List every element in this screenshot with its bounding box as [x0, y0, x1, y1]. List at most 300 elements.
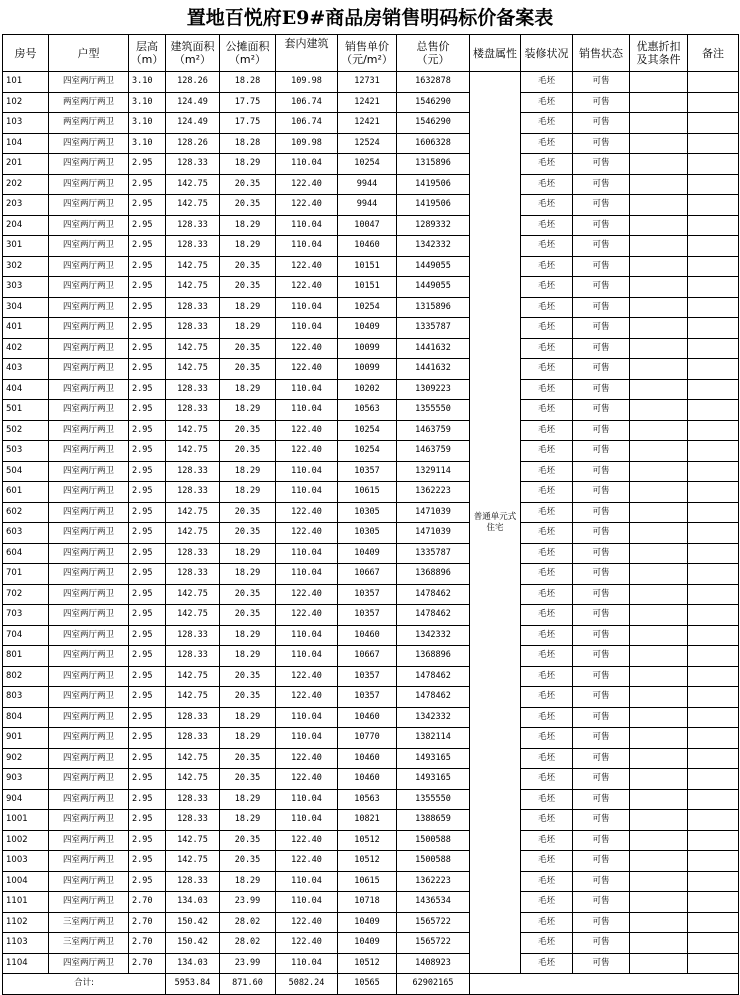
cell-status: 可售: [573, 605, 630, 626]
cell-decoration: 毛坯: [521, 297, 573, 318]
cell-building-area: 142.75: [166, 420, 220, 441]
table-row: [3, 728, 739, 749]
cell-unit-price: 10460: [338, 625, 397, 646]
cell-total-price: 1500588: [397, 851, 470, 872]
cell-unit-price: 10770: [338, 728, 397, 749]
cell-floor-height: 2.95: [129, 318, 166, 339]
cell-unit-price: 10460: [338, 707, 397, 728]
cell-layout: 四室两厅两卫: [49, 297, 129, 318]
cell-shared-area: 18.29: [220, 871, 276, 892]
cell-status: 可售: [573, 236, 630, 257]
cell-status: 可售: [573, 584, 630, 605]
cell-building-area: 128.33: [166, 297, 220, 318]
cell-discount: [630, 687, 688, 708]
cell-layout: 四室两厅两卫: [49, 318, 129, 339]
totals-total-price: 62902165: [397, 974, 470, 995]
cell-discount: [630, 277, 688, 298]
cell-shared-area: 20.35: [220, 830, 276, 851]
cell-remark: [688, 707, 739, 728]
cell-unit-price: 10305: [338, 502, 397, 523]
cell-total-price: 1368896: [397, 564, 470, 585]
cell-layout: 四室两厅两卫: [49, 769, 129, 790]
cell-remark: [688, 789, 739, 810]
cell-layout: 四室两厅两卫: [49, 379, 129, 400]
table-row: [3, 666, 739, 687]
cell-shared-area: 18.29: [220, 810, 276, 831]
cell-building-area: 134.03: [166, 953, 220, 974]
cell-room: 201: [3, 154, 49, 175]
cell-shared-area: 18.29: [220, 461, 276, 482]
cell-decoration: 毛坯: [521, 256, 573, 277]
cell-floor-height: 2.95: [129, 379, 166, 400]
cell-inner-area: 122.40: [276, 195, 338, 216]
cell-discount: [630, 359, 688, 380]
cell-remark: [688, 441, 739, 462]
cell-inner-area: 106.74: [276, 113, 338, 134]
cell-shared-area: 20.35: [220, 605, 276, 626]
cell-inner-area: 110.04: [276, 564, 338, 585]
table-row: [3, 441, 739, 462]
table-row: [3, 297, 739, 318]
cell-inner-area: 110.04: [276, 482, 338, 503]
cell-shared-area: 28.02: [220, 912, 276, 933]
table-row: [3, 236, 739, 257]
cell-floor-height: 2.95: [129, 789, 166, 810]
cell-layout: 四室两厅两卫: [49, 646, 129, 667]
cell-inner-area: 122.40: [276, 605, 338, 626]
cell-remark: [688, 92, 739, 113]
cell-building-area: 142.75: [166, 666, 220, 687]
cell-unit-price: 10202: [338, 379, 397, 400]
cell-decoration: 毛坯: [521, 728, 573, 749]
cell-discount: [630, 92, 688, 113]
cell-remark: [688, 338, 739, 359]
cell-shared-area: 18.29: [220, 789, 276, 810]
table-row: [3, 748, 739, 769]
cell-status: 可售: [573, 502, 630, 523]
cell-decoration: 毛坯: [521, 277, 573, 298]
cell-discount: [630, 584, 688, 605]
cell-floor-height: 3.10: [129, 72, 166, 93]
cell-room: 602: [3, 502, 49, 523]
cell-decoration: 毛坯: [521, 482, 573, 503]
cell-decoration: 毛坯: [521, 523, 573, 544]
cell-status: 可售: [573, 523, 630, 544]
cell-unit-price: 10357: [338, 666, 397, 687]
cell-discount: [630, 912, 688, 933]
cell-building-area: 128.33: [166, 789, 220, 810]
cell-layout: 三室两厅两卫: [49, 933, 129, 954]
cell-total-price: 1606328: [397, 133, 470, 154]
cell-remark: [688, 810, 739, 831]
cell-status: 可售: [573, 892, 630, 913]
cell-discount: [630, 728, 688, 749]
cell-floor-height: 2.95: [129, 297, 166, 318]
cell-layout: 四室两厅两卫: [49, 810, 129, 831]
cell-floor-height: 2.70: [129, 953, 166, 974]
table-row: [3, 154, 739, 175]
cell-remark: [688, 154, 739, 175]
cell-remark: [688, 871, 739, 892]
cell-room: 1103: [3, 933, 49, 954]
cell-room: 903: [3, 769, 49, 790]
cell-unit-price: 10151: [338, 256, 397, 277]
cell-floor-height: 2.95: [129, 871, 166, 892]
cell-unit-price: 10254: [338, 441, 397, 462]
table-row: [3, 953, 739, 974]
table-row: [3, 318, 739, 339]
cell-decoration: 毛坯: [521, 215, 573, 236]
cell-layout: 四室两厅两卫: [49, 359, 129, 380]
cell-total-price: 1478462: [397, 584, 470, 605]
cell-total-price: 1315896: [397, 297, 470, 318]
cell-floor-height: 2.95: [129, 830, 166, 851]
cell-building-area: 128.33: [166, 810, 220, 831]
header-decoration: 装修状况: [521, 35, 573, 72]
cell-shared-area: 18.29: [220, 297, 276, 318]
cell-room: 101: [3, 72, 49, 93]
cell-total-price: 1342332: [397, 236, 470, 257]
cell-total-price: 1419506: [397, 174, 470, 195]
cell-status: 可售: [573, 154, 630, 175]
cell-shared-area: 20.35: [220, 420, 276, 441]
totals-shared-area: 871.60: [220, 974, 276, 995]
cell-remark: [688, 297, 739, 318]
cell-discount: [630, 625, 688, 646]
cell-floor-height: 2.95: [129, 564, 166, 585]
cell-building-area: 142.75: [166, 769, 220, 790]
cell-decoration: 毛坯: [521, 113, 573, 134]
cell-shared-area: 17.75: [220, 113, 276, 134]
cell-unit-price: 12421: [338, 113, 397, 134]
cell-discount: [630, 236, 688, 257]
table-row: [3, 564, 739, 585]
cell-shared-area: 20.35: [220, 666, 276, 687]
table-row: [3, 113, 739, 134]
cell-decoration: 毛坯: [521, 871, 573, 892]
cell-unit-price: 10357: [338, 461, 397, 482]
cell-inner-area: 122.40: [276, 666, 338, 687]
cell-layout: 四室两厅两卫: [49, 338, 129, 359]
cell-shared-area: 18.29: [220, 482, 276, 503]
table-row: [3, 256, 739, 277]
cell-discount: [630, 830, 688, 851]
cell-status: 可售: [573, 420, 630, 441]
cell-unit-price: 10512: [338, 953, 397, 974]
cell-discount: [630, 543, 688, 564]
cell-total-price: 1342332: [397, 707, 470, 728]
table-row: [3, 625, 739, 646]
cell-building-area: 142.75: [166, 830, 220, 851]
cell-discount: [630, 338, 688, 359]
cell-remark: [688, 277, 739, 298]
cell-layout: 两室两厅两卫: [49, 92, 129, 113]
cell-discount: [630, 871, 688, 892]
cell-floor-height: 2.95: [129, 646, 166, 667]
cell-room: 1001: [3, 810, 49, 831]
cell-room: 1002: [3, 830, 49, 851]
header-shared-area: 公摊面积 （m²）: [220, 35, 276, 72]
cell-inner-area: 110.04: [276, 625, 338, 646]
cell-layout: 四室两厅两卫: [49, 584, 129, 605]
cell-total-price: 1478462: [397, 687, 470, 708]
cell-room: 902: [3, 748, 49, 769]
cell-room: 703: [3, 605, 49, 626]
cell-status: 可售: [573, 338, 630, 359]
cell-decoration: 毛坯: [521, 851, 573, 872]
cell-shared-area: 20.35: [220, 277, 276, 298]
header-inner-area: 套内建筑: [276, 35, 338, 72]
table-row: [3, 420, 739, 441]
cell-inner-area: 122.40: [276, 420, 338, 441]
cell-decoration: 毛坯: [521, 318, 573, 339]
cell-discount: [630, 318, 688, 339]
cell-unit-price: 10667: [338, 564, 397, 585]
cell-building-area: 142.75: [166, 441, 220, 462]
cell-remark: [688, 584, 739, 605]
cell-room: 302: [3, 256, 49, 277]
cell-total-price: 1632878: [397, 72, 470, 93]
cell-remark: [688, 851, 739, 872]
cell-inner-area: 122.40: [276, 687, 338, 708]
cell-shared-area: 18.29: [220, 154, 276, 175]
cell-building-area: 128.33: [166, 646, 220, 667]
cell-inner-area: 110.04: [276, 297, 338, 318]
cell-decoration: 毛坯: [521, 892, 573, 913]
cell-status: 可售: [573, 174, 630, 195]
cell-shared-area: 20.35: [220, 195, 276, 216]
cell-unit-price: 10667: [338, 646, 397, 667]
cell-total-price: 1441632: [397, 338, 470, 359]
cell-discount: [630, 851, 688, 872]
cell-inner-area: 110.04: [276, 154, 338, 175]
totals-row: [3, 974, 739, 995]
cell-floor-height: 2.95: [129, 687, 166, 708]
cell-status: 可售: [573, 912, 630, 933]
cell-remark: [688, 113, 739, 134]
cell-unit-price: 10460: [338, 748, 397, 769]
cell-building-area: 128.33: [166, 215, 220, 236]
cell-unit-price: 12421: [338, 92, 397, 113]
cell-decoration: 毛坯: [521, 912, 573, 933]
cell-status: 可售: [573, 871, 630, 892]
cell-building-area: 128.33: [166, 482, 220, 503]
totals-unit-price: 10565: [338, 974, 397, 995]
cell-building-area: 124.49: [166, 113, 220, 134]
cell-total-price: 1355550: [397, 400, 470, 421]
cell-layout: 四室两厅两卫: [49, 236, 129, 257]
cell-status: 可售: [573, 564, 630, 585]
cell-total-price: 1565722: [397, 912, 470, 933]
cell-inner-area: 122.40: [276, 748, 338, 769]
cell-discount: [630, 810, 688, 831]
cell-building-area: 128.33: [166, 154, 220, 175]
cell-total-price: 1471039: [397, 502, 470, 523]
cell-decoration: 毛坯: [521, 154, 573, 175]
table-row: [3, 830, 739, 851]
cell-unit-price: 10512: [338, 830, 397, 851]
cell-status: 可售: [573, 482, 630, 503]
cell-floor-height: 2.95: [129, 769, 166, 790]
cell-remark: [688, 215, 739, 236]
cell-remark: [688, 564, 739, 585]
cell-unit-price: 10099: [338, 338, 397, 359]
cell-unit-price: 10357: [338, 687, 397, 708]
cell-remark: [688, 502, 739, 523]
cell-total-price: 1289332: [397, 215, 470, 236]
cell-remark: [688, 318, 739, 339]
cell-room: 103: [3, 113, 49, 134]
cell-inner-area: 122.40: [276, 851, 338, 872]
cell-room: 503: [3, 441, 49, 462]
cell-room: 702: [3, 584, 49, 605]
cell-shared-area: 18.29: [220, 564, 276, 585]
cell-status: 可售: [573, 379, 630, 400]
cell-total-price: 1362223: [397, 482, 470, 503]
cell-decoration: 毛坯: [521, 502, 573, 523]
cell-layout: 四室两厅两卫: [49, 748, 129, 769]
cell-status: 可售: [573, 297, 630, 318]
cell-discount: [630, 154, 688, 175]
cell-decoration: 毛坯: [521, 830, 573, 851]
cell-inner-area: 110.04: [276, 215, 338, 236]
cell-decoration: 毛坯: [521, 564, 573, 585]
cell-floor-height: 2.95: [129, 666, 166, 687]
cell-total-price: 1342332: [397, 625, 470, 646]
cell-discount: [630, 666, 688, 687]
cell-floor-height: 2.95: [129, 728, 166, 749]
cell-discount: [630, 297, 688, 318]
cell-building-area: 124.49: [166, 92, 220, 113]
cell-unit-price: 10305: [338, 523, 397, 544]
header-floor-height: 层高 （m）: [129, 35, 166, 72]
table-row: [3, 646, 739, 667]
cell-total-price: 1449055: [397, 256, 470, 277]
cell-status: 可售: [573, 789, 630, 810]
cell-unit-price: 10563: [338, 789, 397, 810]
cell-unit-price: 10099: [338, 359, 397, 380]
table-row: [3, 523, 739, 544]
cell-layout: 四室两厅两卫: [49, 420, 129, 441]
cell-status: 可售: [573, 133, 630, 154]
cell-shared-area: 18.29: [220, 379, 276, 400]
cell-shared-area: 20.35: [220, 748, 276, 769]
cell-building-area: 128.33: [166, 400, 220, 421]
table-row: [3, 92, 739, 113]
cell-remark: [688, 912, 739, 933]
cell-shared-area: 28.02: [220, 933, 276, 954]
cell-building-area: 128.33: [166, 871, 220, 892]
cell-shared-area: 20.35: [220, 502, 276, 523]
cell-building-area: 150.42: [166, 912, 220, 933]
cell-inner-area: 110.04: [276, 953, 338, 974]
table-row: [3, 215, 739, 236]
cell-decoration: 毛坯: [521, 769, 573, 790]
cell-room: 502: [3, 420, 49, 441]
cell-building-area: 142.75: [166, 502, 220, 523]
cell-inner-area: 122.40: [276, 338, 338, 359]
cell-building-area: 128.33: [166, 707, 220, 728]
cell-total-price: 1329114: [397, 461, 470, 482]
cell-remark: [688, 933, 739, 954]
cell-room: 1102: [3, 912, 49, 933]
cell-layout: 四室两厅两卫: [49, 441, 129, 462]
table-row: [3, 687, 739, 708]
table-row: [3, 892, 739, 913]
cell-status: 可售: [573, 646, 630, 667]
cell-layout: 四室两厅两卫: [49, 871, 129, 892]
cell-status: 可售: [573, 810, 630, 831]
cell-inner-area: 110.04: [276, 789, 338, 810]
cell-remark: [688, 625, 739, 646]
cell-shared-area: 23.99: [220, 953, 276, 974]
cell-floor-height: 2.95: [129, 154, 166, 175]
cell-status: 可售: [573, 92, 630, 113]
table-row: [3, 543, 739, 564]
cell-floor-height: 2.95: [129, 851, 166, 872]
cell-status: 可售: [573, 215, 630, 236]
cell-inner-area: 122.40: [276, 769, 338, 790]
cell-total-price: 1382114: [397, 728, 470, 749]
cell-remark: [688, 195, 739, 216]
cell-remark: [688, 748, 739, 769]
cell-layout: 三室两厅两卫: [49, 912, 129, 933]
cell-room: 601: [3, 482, 49, 503]
cell-room: 203: [3, 195, 49, 216]
cell-building-area: 142.75: [166, 195, 220, 216]
cell-discount: [630, 379, 688, 400]
cell-room: 403: [3, 359, 49, 380]
cell-shared-area: 20.35: [220, 359, 276, 380]
cell-total-price: 1436534: [397, 892, 470, 913]
cell-decoration: 毛坯: [521, 400, 573, 421]
cell-discount: [630, 461, 688, 482]
cell-building-area: 142.75: [166, 687, 220, 708]
cell-decoration: 毛坯: [521, 543, 573, 564]
table-row: [3, 338, 739, 359]
table-row: [3, 851, 739, 872]
cell-room: 804: [3, 707, 49, 728]
table-row: [3, 72, 739, 93]
cell-decoration: 毛坯: [521, 687, 573, 708]
cell-floor-height: 2.95: [129, 400, 166, 421]
cell-inner-area: 122.40: [276, 933, 338, 954]
cell-building-area: 128.33: [166, 461, 220, 482]
cell-total-price: 1362223: [397, 871, 470, 892]
cell-discount: [630, 564, 688, 585]
cell-inner-area: 122.40: [276, 523, 338, 544]
cell-unit-price: 10254: [338, 297, 397, 318]
table-row: [3, 482, 739, 503]
cell-layout: 四室两厅两卫: [49, 543, 129, 564]
cell-unit-price: 12731: [338, 72, 397, 93]
cell-floor-height: 2.95: [129, 359, 166, 380]
cell-floor-height: 2.95: [129, 810, 166, 831]
cell-total-price: 1368896: [397, 646, 470, 667]
cell-floor-height: 2.95: [129, 441, 166, 462]
header-status: 销售状态: [573, 35, 630, 72]
cell-building-area: 142.75: [166, 338, 220, 359]
cell-status: 可售: [573, 851, 630, 872]
cell-inner-area: 110.04: [276, 707, 338, 728]
cell-unit-price: 10357: [338, 605, 397, 626]
cell-shared-area: 20.35: [220, 174, 276, 195]
cell-layout: 四室两厅两卫: [49, 523, 129, 544]
cell-room: 501: [3, 400, 49, 421]
cell-shared-area: 18.28: [220, 133, 276, 154]
cell-room: 802: [3, 666, 49, 687]
cell-layout: 四室两厅两卫: [49, 174, 129, 195]
